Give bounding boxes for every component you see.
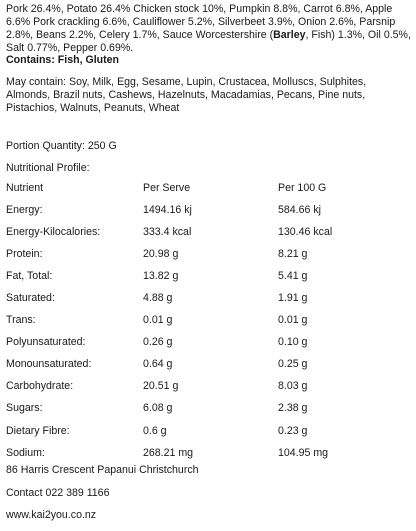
cell-nutrient: Fat, Total:: [6, 269, 53, 282]
table-row: [6, 199, 412, 221]
cell-nutrient: Carbohydrate:: [6, 380, 74, 393]
ingredients-text-part2: , Fish) 1.3%, Oil 0.5%, Salt 0.77%, Pepper 0.69%.: [6, 29, 411, 54]
table-row: [6, 332, 412, 354]
cell-nutrient: Dietary Fibre:: [6, 424, 70, 437]
header-nutrient: Nutrient: [6, 181, 44, 194]
cell-per-100g: 104.95 mg: [278, 446, 329, 459]
table-row: [6, 354, 412, 376]
cell-per-100g: 0.01 g: [278, 314, 308, 327]
nutritional-profile-title: Nutritional Profile:: [6, 162, 90, 174]
cell-nutrient: Sugars:: [6, 402, 43, 415]
cell-per-serve: 333.4 kcal: [143, 225, 192, 238]
cell-per-serve: 1494.16 kj: [143, 203, 192, 216]
cell-nutrient: Monounsaturated:: [6, 358, 92, 371]
header-per-serve: Per Serve: [143, 181, 191, 194]
table-row: [6, 265, 412, 287]
cell-nutrient: Sodium:: [6, 446, 45, 459]
cell-per-serve: 20.98 g: [143, 247, 179, 260]
nutrition-document: [6, 0, 412, 521]
table-row: [6, 376, 412, 398]
may-contain-allergens: May contain: Soy, Milk, Egg, Sesame, Lupin, Crustacea, Molluscs, Sulphites, Almonds, Brazil nuts, Cashews, Hazelnuts, Macadamias, Pecans, Pine nuts, Pistachios, Walnuts, Peanuts, Wheat: [6, 76, 367, 114]
portion-quantity: Portion Quantity: 250 G: [6, 140, 117, 152]
ingredients-list: [6, 0, 412, 55]
cell-per-100g: 8.21 g: [278, 247, 308, 260]
cell-per-100g: 0.10 g: [278, 336, 308, 349]
footer-address: 86 Harris Crescent Papanui Christchurch: [6, 464, 199, 476]
cell-per-100g: 130.46 kcal: [278, 225, 333, 238]
cell-per-serve: 13.82 g: [143, 269, 179, 282]
header-per-100g: Per 100 G: [278, 181, 327, 194]
cell-per-100g: 1.91 g: [278, 292, 308, 305]
cell-per-100g: 5.41 g: [278, 269, 308, 282]
cell-per-serve: 20.51 g: [143, 380, 179, 393]
cell-per-100g: 8.03 g: [278, 380, 308, 393]
table-row: [6, 243, 412, 265]
table-row: [6, 310, 412, 332]
cell-nutrient: Energy:: [6, 203, 43, 216]
cell-per-100g: 584.66 kj: [278, 203, 321, 216]
contains-allergens: Contains: Fish, Gluten: [6, 54, 119, 66]
table-row: [6, 420, 412, 442]
cell-per-serve: 268.21 mg: [143, 446, 194, 459]
table-row: [6, 221, 412, 243]
cell-per-100g: 2.38 g: [278, 402, 308, 415]
cell-per-serve: 0.01 g: [143, 314, 173, 327]
table-header-row: [6, 177, 412, 199]
cell-per-100g: 0.23 g: [278, 424, 308, 437]
cell-nutrient: Trans:: [6, 314, 36, 327]
cell-nutrient: Polyunsaturated:: [6, 336, 86, 349]
footer-contact: Contact 022 389 1166: [6, 487, 110, 499]
cell-per-serve: 0.64 g: [143, 358, 173, 371]
cell-nutrient: Protein:: [6, 247, 43, 260]
ingredients-text-part1: Pork 26.4%, Potato 26.4% Chicken stock 10%, Pumpkin 8.8%, Carrot 6.8%, Apple 6.6% Pork crackling 6.6%, Cauliflower 5.2%, Silverbeet 3.9%, Onion 2.6%, Parsnip 2.8%, Beans 2.2%, Celery 1.7%, Sauce Worcestershire (: [6, 3, 396, 41]
table-row: [6, 287, 412, 309]
nutrition-table: [6, 177, 412, 464]
footer-website: www.kai2you.co.nz: [6, 509, 97, 521]
ingredients-allergen-bold: Barley: [273, 29, 306, 41]
table-row: [6, 398, 412, 420]
cell-nutrient: Energy-Kilocalories:: [6, 225, 101, 238]
table-row: [6, 442, 412, 464]
cell-per-100g: 0.25 g: [278, 358, 308, 371]
cell-per-serve: 6.08 g: [143, 402, 173, 415]
cell-nutrient: Saturated:: [6, 292, 55, 305]
cell-per-serve: 0.26 g: [143, 336, 173, 349]
cell-per-serve: 0.6 g: [143, 424, 167, 437]
cell-per-serve: 4.88 g: [143, 292, 173, 305]
